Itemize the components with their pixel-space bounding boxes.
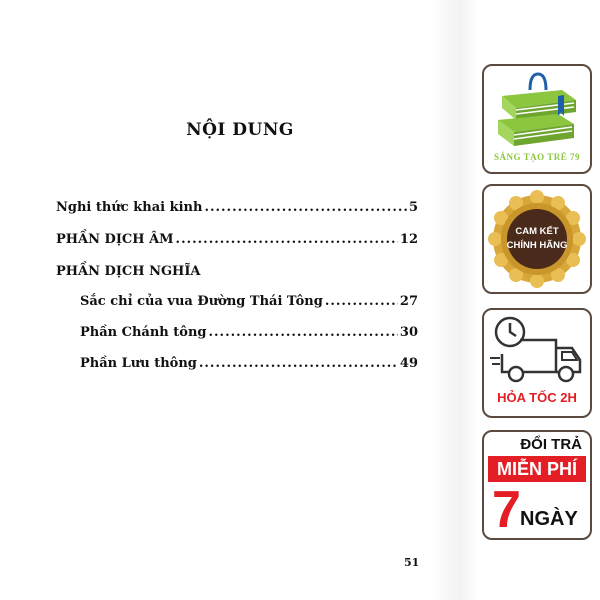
authentic-badge — [482, 184, 592, 294]
toc-entry-page: 5 — [408, 200, 418, 215]
toc-entry — [80, 294, 418, 309]
authentic-label — [484, 225, 590, 253]
toc-leader-dots — [204, 200, 407, 215]
toc-entry — [80, 325, 418, 340]
authentic-line1: CAM KẾT — [515, 226, 559, 237]
brand-badge — [482, 64, 592, 174]
returns-days-unit: NGÀY — [520, 508, 578, 530]
returns-line2: MIỄN PHÍ — [488, 456, 586, 482]
toc-entry — [56, 232, 418, 247]
returns-days-number: 7 — [492, 481, 521, 539]
toc-section-heading — [56, 264, 418, 279]
page-title: NỘI DUNG — [186, 120, 294, 140]
toc-entry-page: 12 — [399, 232, 418, 247]
toc-leader-dots — [325, 294, 398, 309]
toc-entry-label: Phần Chánh tông — [80, 325, 207, 340]
returns-line1: ĐỔI TRẢ — [520, 436, 582, 453]
toc-entry-label: Nghi thức khai kinh — [56, 200, 203, 215]
toc-leader-dots — [209, 325, 398, 340]
toc-entry-page: 49 — [399, 356, 418, 371]
toc-leader-dots — [176, 232, 398, 247]
free-returns-badge — [482, 430, 592, 540]
page-shadow — [430, 0, 480, 600]
delivery-truck-clock-icon — [484, 310, 590, 390]
toc-entry — [56, 200, 418, 215]
brand-name: SÁNG TẠO TRẺ 79 — [494, 152, 580, 162]
page-number: 51 — [404, 556, 420, 569]
toc-entry — [80, 356, 418, 371]
toc-entry-label: PHẦN DỊCH NGHĨA — [56, 264, 201, 279]
toc-entry-page: 27 — [399, 294, 418, 309]
toc-entry-label: Sắc chỉ của vua Đường Thái Tông — [80, 294, 323, 309]
toc-entry-page: 30 — [399, 325, 418, 340]
authentic-line2: CHÍNH HÃNG — [506, 240, 568, 251]
express-delivery-badge — [482, 308, 592, 418]
books-bag-icon — [484, 66, 590, 152]
toc-entry-label: PHẦN DỊCH ÂM — [56, 232, 174, 247]
toc-entry-label: Phần Lưu thông — [80, 356, 197, 371]
toc-leader-dots — [199, 356, 398, 371]
express-label: HỎA TỐC 2H — [497, 390, 577, 405]
